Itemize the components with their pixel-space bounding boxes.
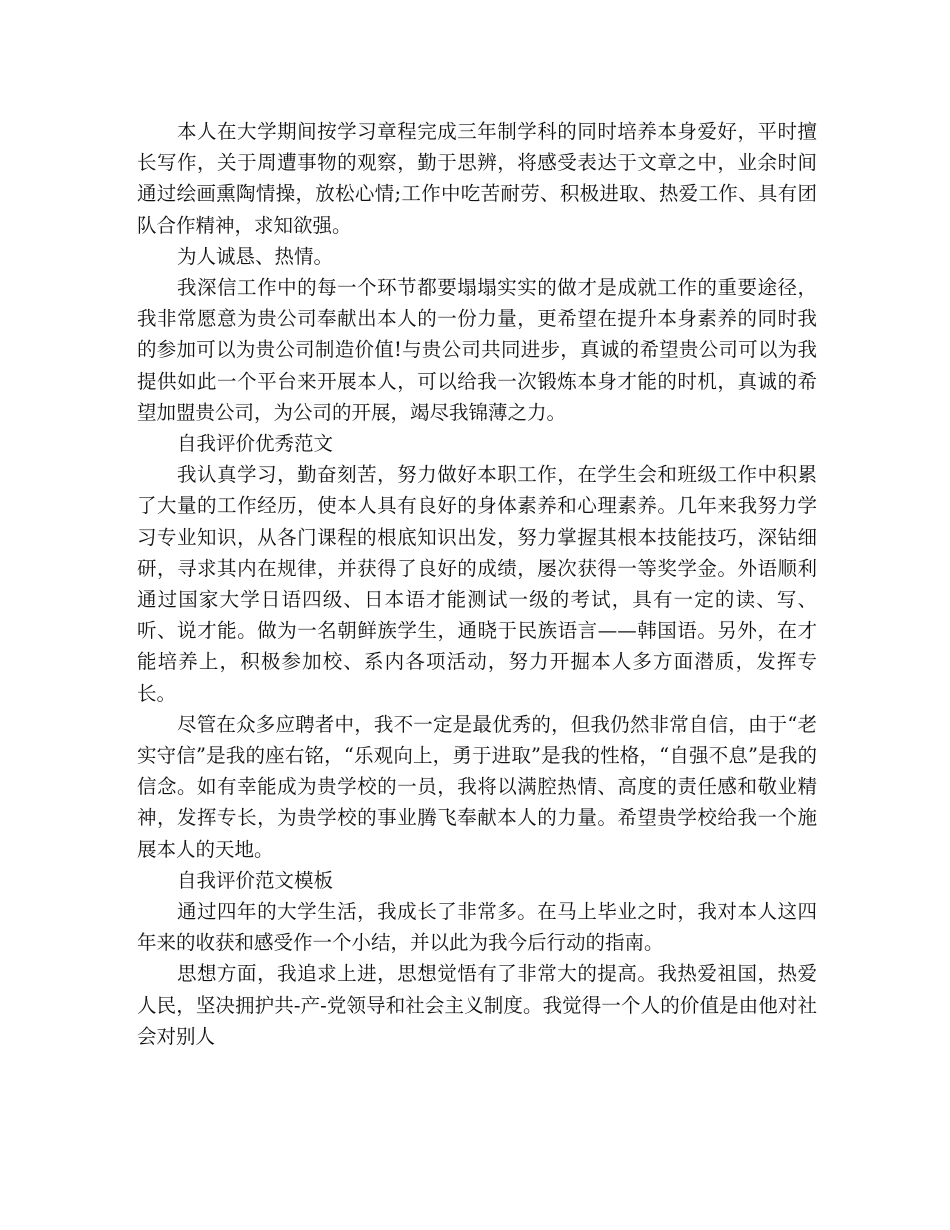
paragraph-study: 我认真学习，勤奋刻苦，努力做好本职工作，在学生会和班级工作中积累了大量的工作经历，使本人具有良好的身体素养和心理素养。几年来我努力学习专业知识，从各门课程的根底知识出发，努力掌握其根本技能技巧，深钻细研，寻求其内在规律，并获得了良好的成绩，屡次获得一等奖学金。外语顺利通过国家大学日语四级、日本语才能测试一级的考试，具有一定的读、写、听、说才能。做为一名朝鲜族学生，通晓于民族语言——韩国语。另外，在才能培养上，积极参加校、系内各项活动，努力开掘本人多方面潜质，发挥专长。 [137, 463, 817, 705]
paragraph-confidence: 尽管在众多应聘者中，我不一定是最优秀的，但我仍然非常自信，由于“老实守信”是我的座右铭，“乐观向上，勇于进取”是我的性格，“自强不息”是我的信念。如有幸能成为贵学校的一员，我将以满腔热情、高度的责任感和敬业精神，发挥专长，为贵学校的事业腾飞奉献本人的力量。希望贵学校给我一个施展本人的天地。 [137, 712, 817, 861]
paragraph-four-years: 通过四年的大学生活，我成长了非常多。在马上毕业之时，我对本人这四年来的收获和感受作一个小结，并以此为我今后行动的指南。 [137, 900, 817, 955]
paragraph-intro: 本人在大学期间按学习章程完成三年制学科的同时培养本身爱好，平时擅长写作，关于周遭事物的观察，勤于思辨，将感受表达于文章之中，业余时间通过绘画熏陶情操，放松心情;工作中吃苦耐劳、积极进取、热爱工作、具有团队合作精神，求知欲强。 [137, 120, 817, 237]
paragraph-personality: 为人诚恳、热情。 [177, 244, 334, 268]
section-heading-template: 自我评价范文模板 [177, 868, 334, 892]
paragraph-commitment: 我深信工作中的每一个环节都要塌塌实实的做才是成就工作的重要途径，我非常愿意为贵公司奉献出本人的一份力量，更希望在提升本身素养的同时我的参加可以为贵公司制造价值!与贵公司共同进步，真诚的希望贵公司可以为我提供如此一个平台来开展本人，可以给我一次锻炼本身才能的时机，真诚的希望加盟贵公司，为公司的开展，竭尽我锦薄之力。 [137, 276, 817, 424]
section-heading-excellent-sample: 自我评价优秀范文 [177, 432, 334, 456]
paragraph-ideology: 思想方面，我追求上进，思想觉悟有了非常大的提高。我热爱祖国，热爱人民，坚决拥护共-产-党领导和社会主义制度。我觉得一个人的价值是由他对社会对别人 [137, 962, 817, 1048]
